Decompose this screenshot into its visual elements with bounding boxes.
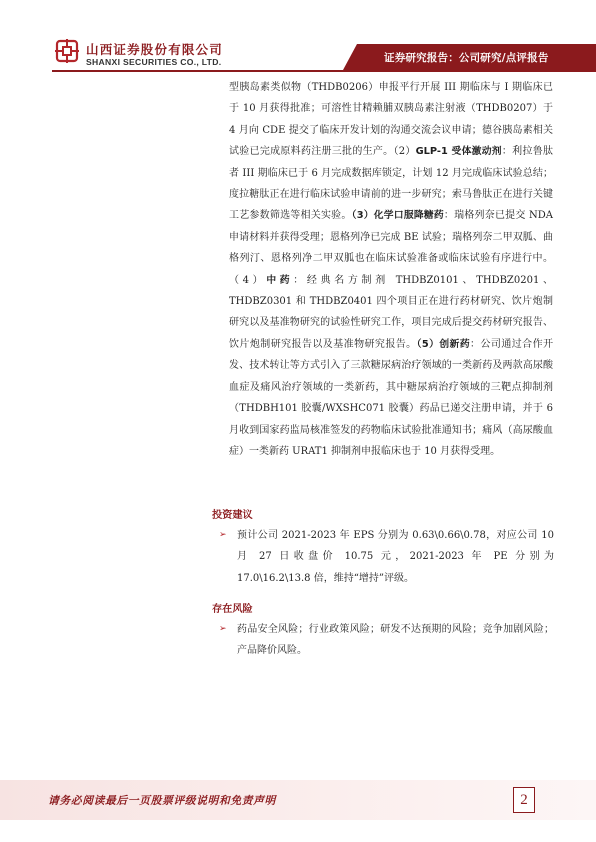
pipeline-text-glp1: ：利拉鲁肽者 III 期临床已于 6 月完成数据库锁定，计划 12 月完成临床试验总结；度拉糖肽正在进行临床试验申请前的进一步研究；索马鲁肽正在进行关键工艺参数筛选等相关实验。 bbox=[229, 146, 554, 222]
header-divider bbox=[52, 70, 596, 72]
investment-advice-text: 预计公司 2021-2023 年 EPS 分别为 0.63\0.66\0.78，对应公司 10 月 27 日收盘价 10.75 元，2021-2023 年 PE 分别为 17.0\16.2\13.8 倍，维持“增持”评级。 bbox=[237, 530, 554, 584]
bullet-arrow-icon: ➢ bbox=[219, 530, 227, 540]
disclaimer-notice: 请务必阅读最后一页股票评级说明和免责声明 bbox=[48, 794, 276, 807]
company-name-en: SHANXI SECURITIES CO., LTD. bbox=[86, 57, 222, 67]
pipeline-heading-glp1: GLP-1 受体激动剂 bbox=[415, 146, 502, 158]
company-name-cn: 山西证券股份有限公司 bbox=[86, 42, 224, 57]
risk-heading: 存在风险 bbox=[212, 604, 253, 615]
pipeline-text-innovative: ：公司通过合作开发、技术转让等方式引入了三款糖尿病治疗领域的一类新药及两款高尿酸血症及痛风治疗领域的一类新药，其中糖尿病治疗领域的三靶点抑制剂（THDBH101 胶囊/WXSHC071 胶囊）药品已递交注册申请，并于 6 月收到国家药监局核准签发的药物临床试验批准通知书；痛风（高尿酸血症）一类新药 URAT1 抑制剂申报临床也于 10 月获得受理。 bbox=[229, 338, 554, 457]
pipeline-heading-tcm: 中药 bbox=[266, 274, 294, 286]
investment-advice-heading: 投资建议 bbox=[212, 510, 253, 521]
pipeline-text-tcm: ：经典名方制剂 THDBZ0101、THDBZ0201、THDBZ0301 和 THDBZ0401 四个项目正在进行药材研究、饮片炮制研究以及基准物研究的试验性研究工作，项目完成后提交药材研究报告、饮片炮制研究报告以及基准物研究报告。 bbox=[229, 274, 553, 350]
risk-text: 药品安全风险；行业政策风险；研发不达预期的风险；竞争加剧风险；产品降价风险。 bbox=[237, 624, 554, 657]
bullet-arrow-icon: ➢ bbox=[219, 624, 227, 634]
pipeline-text-oral: ：瑞格列奈已提交 NDA 申请材料并获得受理；恩格列净已完成 BE 试验；瑞格列奈二甲双胍、曲格列汀、恩格列净二甲双胍也在临床试验准备或临床试验有序进行中。（4） bbox=[229, 210, 553, 286]
pipeline-heading-oral: （3）化学口服降糖药 bbox=[351, 210, 444, 222]
company-logo-icon bbox=[55, 39, 79, 63]
pipeline-text-insulin: 型胰岛素类似物（THDB0206）申报平行开展 III 期临床与 I 期临床已于 10 月获得批准；可溶性甘精赖脯双胰岛素注射液（THDB0207）于 4 月向 CDE 提交了临床开发计划的沟通交流会议申请；德谷胰岛素相关试验已完成原料药注册三批的生产。（2） bbox=[229, 82, 553, 158]
pipeline-paragraph bbox=[229, 77, 553, 462]
page-number: 2 bbox=[513, 787, 535, 813]
pipeline-heading-innovative: （5）创新药 bbox=[416, 338, 471, 350]
report-type-label: 证券研究报告：公司研究/点评报告 bbox=[384, 52, 549, 64]
page-header bbox=[0, 0, 596, 80]
